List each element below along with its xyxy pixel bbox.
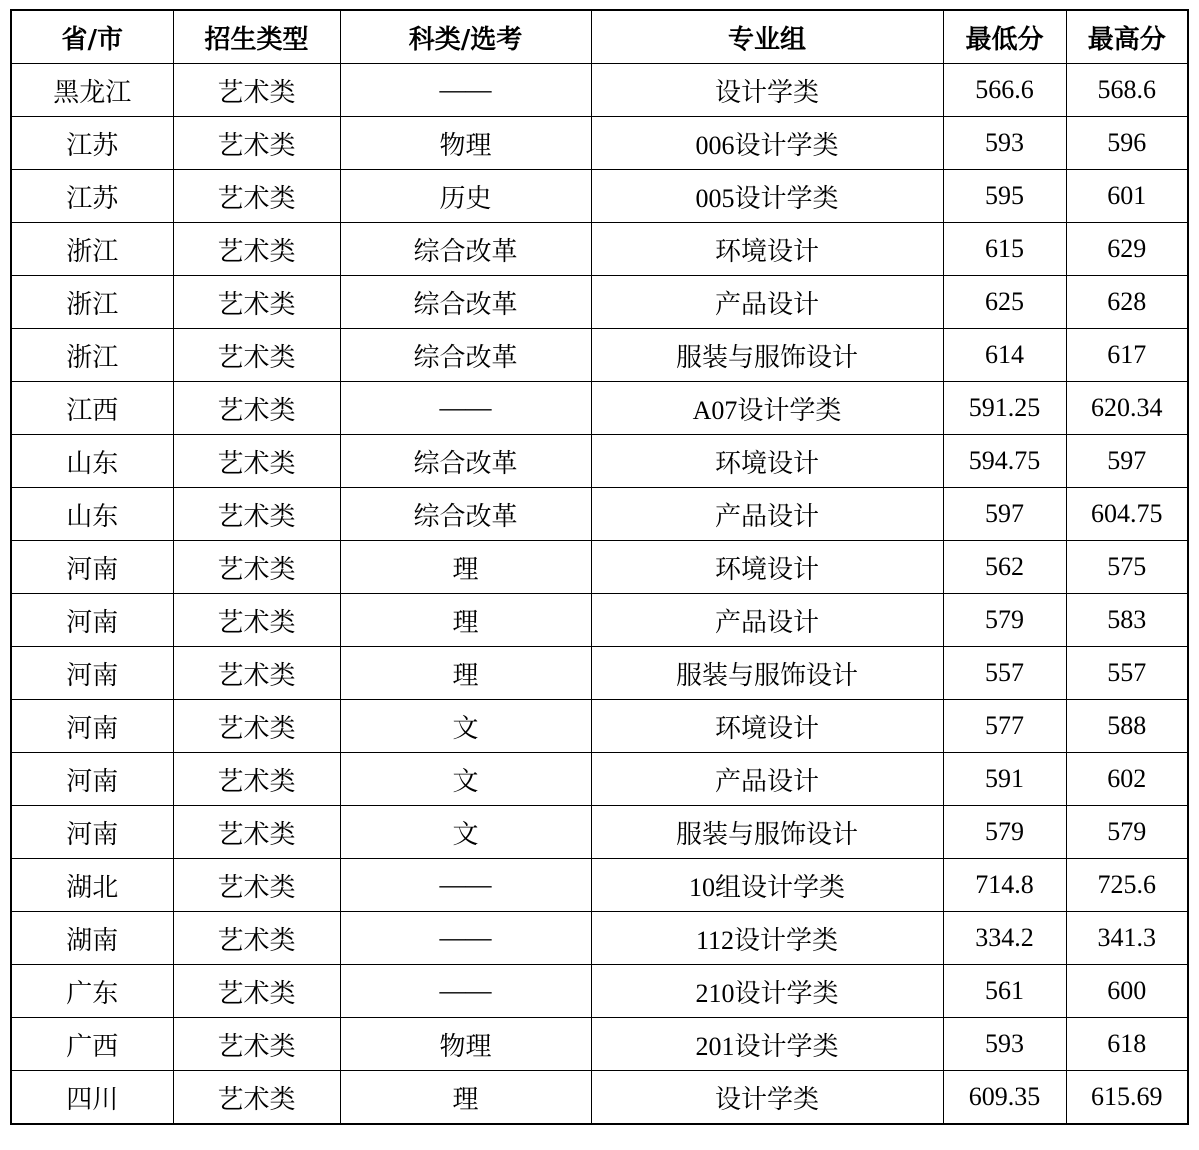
cell-subject-category: 理 — [340, 647, 591, 700]
cell-max-score: 597 — [1066, 435, 1188, 488]
cell-max-score: 604.75 — [1066, 488, 1188, 541]
cell-min-score: 609.35 — [943, 1071, 1066, 1125]
cell-province: 广西 — [11, 1018, 173, 1071]
cell-max-score: 602 — [1066, 753, 1188, 806]
cell-subject-category: 历史 — [340, 170, 591, 223]
cell-province: 河南 — [11, 753, 173, 806]
table-row — [11, 276, 1188, 329]
cell-major-group: 服装与服饰设计 — [591, 647, 943, 700]
cell-province: 江苏 — [11, 117, 173, 170]
cell-province: 江西 — [11, 382, 173, 435]
cell-major-group: 环境设计 — [591, 223, 943, 276]
table-row — [11, 859, 1188, 912]
table-row — [11, 1071, 1188, 1125]
cell-max-score: 600 — [1066, 965, 1188, 1018]
table-row — [11, 1018, 1188, 1071]
cell-min-score: 577 — [943, 700, 1066, 753]
cell-province: 河南 — [11, 806, 173, 859]
cell-province: 河南 — [11, 700, 173, 753]
cell-min-score: 579 — [943, 594, 1066, 647]
table-row — [11, 117, 1188, 170]
cell-enrollment-type: 艺术类 — [173, 64, 340, 117]
cell-subject-category: 文 — [340, 700, 591, 753]
cell-subject-category: 综合改革 — [340, 329, 591, 382]
cell-major-group: 环境设计 — [591, 541, 943, 594]
table-row — [11, 912, 1188, 965]
cell-max-score: 341.3 — [1066, 912, 1188, 965]
cell-subject-category: 文 — [340, 806, 591, 859]
header-enrollment-type: 招生类型 — [173, 10, 340, 64]
cell-subject-category: 文 — [340, 753, 591, 806]
cell-major-group: 112设计学类 — [591, 912, 943, 965]
cell-enrollment-type: 艺术类 — [173, 700, 340, 753]
table-row — [11, 594, 1188, 647]
cell-enrollment-type: 艺术类 — [173, 170, 340, 223]
cell-enrollment-type: 艺术类 — [173, 965, 340, 1018]
cell-enrollment-type: 艺术类 — [173, 117, 340, 170]
header-max-score: 最高分 — [1066, 10, 1188, 64]
table-row — [11, 435, 1188, 488]
cell-min-score: 562 — [943, 541, 1066, 594]
cell-subject-category: —— — [340, 912, 591, 965]
cell-max-score: 575 — [1066, 541, 1188, 594]
table-row — [11, 488, 1188, 541]
table-row — [11, 223, 1188, 276]
cell-province: 河南 — [11, 594, 173, 647]
cell-min-score: 591 — [943, 753, 1066, 806]
cell-enrollment-type: 艺术类 — [173, 488, 340, 541]
cell-min-score: 594.75 — [943, 435, 1066, 488]
cell-major-group: 产品设计 — [591, 753, 943, 806]
cell-max-score: 568.6 — [1066, 64, 1188, 117]
cell-subject-category: —— — [340, 64, 591, 117]
cell-province: 浙江 — [11, 276, 173, 329]
cell-major-group: 环境设计 — [591, 435, 943, 488]
cell-max-score: 601 — [1066, 170, 1188, 223]
header-min-score: 最低分 — [943, 10, 1066, 64]
cell-major-group: 产品设计 — [591, 488, 943, 541]
table-row — [11, 170, 1188, 223]
cell-subject-category: —— — [340, 965, 591, 1018]
cell-province: 湖北 — [11, 859, 173, 912]
cell-enrollment-type: 艺术类 — [173, 541, 340, 594]
cell-enrollment-type: 艺术类 — [173, 435, 340, 488]
cell-max-score: 629 — [1066, 223, 1188, 276]
cell-province: 河南 — [11, 647, 173, 700]
table-row — [11, 965, 1188, 1018]
cell-province: 江苏 — [11, 170, 173, 223]
cell-enrollment-type: 艺术类 — [173, 382, 340, 435]
cell-enrollment-type: 艺术类 — [173, 806, 340, 859]
cell-enrollment-type: 艺术类 — [173, 594, 340, 647]
cell-major-group: 设计学类 — [591, 64, 943, 117]
cell-major-group: 006设计学类 — [591, 117, 943, 170]
cell-max-score: 557 — [1066, 647, 1188, 700]
table-row — [11, 382, 1188, 435]
cell-major-group: 005设计学类 — [591, 170, 943, 223]
cell-province: 浙江 — [11, 329, 173, 382]
table-row — [11, 647, 1188, 700]
cell-subject-category: 理 — [340, 594, 591, 647]
cell-enrollment-type: 艺术类 — [173, 329, 340, 382]
table-header — [11, 10, 1188, 64]
cell-enrollment-type: 艺术类 — [173, 647, 340, 700]
header-major-group: 专业组 — [591, 10, 943, 64]
table-row — [11, 700, 1188, 753]
table-row — [11, 64, 1188, 117]
table-row — [11, 541, 1188, 594]
table-body — [11, 64, 1188, 1125]
cell-major-group: 服装与服饰设计 — [591, 806, 943, 859]
cell-province: 黑龙江 — [11, 64, 173, 117]
cell-max-score: 579 — [1066, 806, 1188, 859]
admission-score-table — [10, 9, 1189, 1125]
cell-min-score: 566.6 — [943, 64, 1066, 117]
cell-province: 浙江 — [11, 223, 173, 276]
cell-major-group: 产品设计 — [591, 594, 943, 647]
cell-max-score: 628 — [1066, 276, 1188, 329]
cell-enrollment-type: 艺术类 — [173, 912, 340, 965]
cell-major-group: A07设计学类 — [591, 382, 943, 435]
cell-enrollment-type: 艺术类 — [173, 1071, 340, 1125]
cell-max-score: 596 — [1066, 117, 1188, 170]
cell-min-score: 595 — [943, 170, 1066, 223]
cell-province: 湖南 — [11, 912, 173, 965]
cell-enrollment-type: 艺术类 — [173, 223, 340, 276]
table-row — [11, 753, 1188, 806]
cell-min-score: 561 — [943, 965, 1066, 1018]
cell-subject-category: —— — [340, 382, 591, 435]
cell-subject-category: 物理 — [340, 1018, 591, 1071]
cell-subject-category: 综合改革 — [340, 276, 591, 329]
cell-min-score: 597 — [943, 488, 1066, 541]
header-row — [11, 10, 1188, 64]
cell-min-score: 615 — [943, 223, 1066, 276]
cell-province: 山东 — [11, 435, 173, 488]
cell-max-score: 588 — [1066, 700, 1188, 753]
cell-subject-category: 综合改革 — [340, 223, 591, 276]
cell-min-score: 625 — [943, 276, 1066, 329]
cell-max-score: 620.34 — [1066, 382, 1188, 435]
cell-subject-category: —— — [340, 859, 591, 912]
cell-province: 河南 — [11, 541, 173, 594]
cell-min-score: 557 — [943, 647, 1066, 700]
cell-subject-category: 物理 — [340, 117, 591, 170]
cell-major-group: 设计学类 — [591, 1071, 943, 1125]
cell-max-score: 725.6 — [1066, 859, 1188, 912]
cell-province: 山东 — [11, 488, 173, 541]
cell-subject-category: 理 — [340, 541, 591, 594]
cell-major-group: 服装与服饰设计 — [591, 329, 943, 382]
cell-max-score: 618 — [1066, 1018, 1188, 1071]
table-row — [11, 806, 1188, 859]
table-row — [11, 329, 1188, 382]
cell-max-score: 615.69 — [1066, 1071, 1188, 1125]
cell-major-group: 10组设计学类 — [591, 859, 943, 912]
header-province: 省/市 — [11, 10, 173, 64]
cell-min-score: 334.2 — [943, 912, 1066, 965]
cell-enrollment-type: 艺术类 — [173, 1018, 340, 1071]
cell-major-group: 环境设计 — [591, 700, 943, 753]
cell-min-score: 714.8 — [943, 859, 1066, 912]
cell-enrollment-type: 艺术类 — [173, 753, 340, 806]
cell-min-score: 579 — [943, 806, 1066, 859]
cell-min-score: 614 — [943, 329, 1066, 382]
cell-province: 广东 — [11, 965, 173, 1018]
score-table-container — [10, 9, 1189, 1125]
cell-major-group: 210设计学类 — [591, 965, 943, 1018]
cell-min-score: 593 — [943, 117, 1066, 170]
cell-max-score: 583 — [1066, 594, 1188, 647]
cell-major-group: 201设计学类 — [591, 1018, 943, 1071]
cell-subject-category: 综合改革 — [340, 435, 591, 488]
cell-min-score: 593 — [943, 1018, 1066, 1071]
cell-max-score: 617 — [1066, 329, 1188, 382]
cell-enrollment-type: 艺术类 — [173, 276, 340, 329]
cell-subject-category: 综合改革 — [340, 488, 591, 541]
header-subject-category: 科类/选考 — [340, 10, 591, 64]
cell-province: 四川 — [11, 1071, 173, 1125]
cell-subject-category: 理 — [340, 1071, 591, 1125]
cell-major-group: 产品设计 — [591, 276, 943, 329]
cell-enrollment-type: 艺术类 — [173, 859, 340, 912]
cell-min-score: 591.25 — [943, 382, 1066, 435]
